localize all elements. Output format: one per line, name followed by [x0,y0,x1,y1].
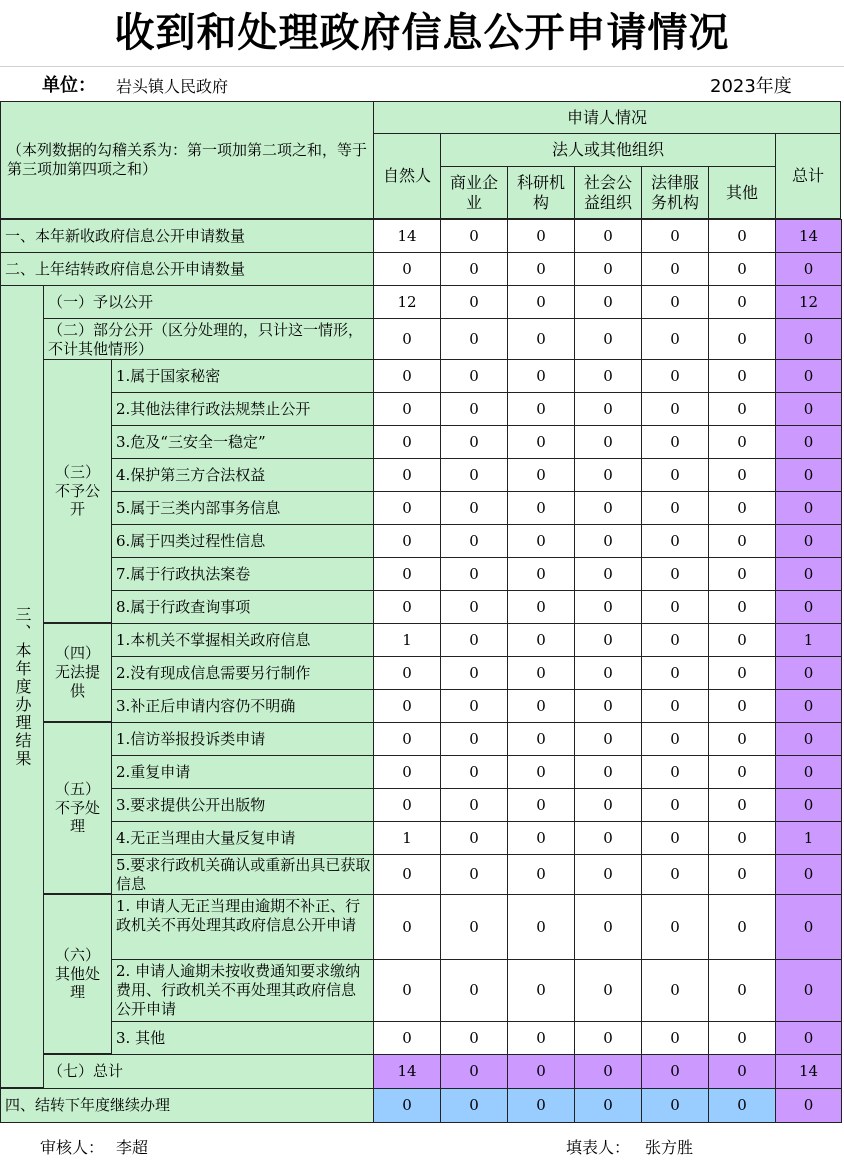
row-label-15: 3.补正后申请内容仍不明确 [111,689,375,723]
row-3-value-3: 0 [507,285,575,319]
row-5-value-3: 0 [507,359,575,393]
row-label-24: （七）总计 [43,1054,375,1089]
row-16-value-2: 0 [440,722,508,756]
row-2-value-2: 0 [440,252,508,286]
row-21-value-1: 0 [373,894,441,960]
header-legal-org: 法人或其他组织 [440,133,776,167]
row-label-23: 3. 其他 [111,1021,375,1055]
row-12-value-2: 0 [440,590,508,624]
row-14-value-2: 0 [440,656,508,690]
row-13-value-7: 1 [775,623,842,657]
row-18-value-4: 0 [574,788,642,822]
page-title: 收到和处理政府信息公开申请情况 [114,10,730,56]
row-5-value-5: 0 [641,359,709,393]
row-23-value-1: 0 [373,1021,441,1055]
row-8-value-7: 0 [775,458,842,492]
row-24-value-7: 14 [775,1054,842,1089]
row-label-11: 7.属于行政执法案卷 [111,557,375,591]
unit-value: 岩头镇人民政府 [116,77,229,96]
header-applicant: 申请人情况 [373,101,841,134]
row-18-value-1: 0 [373,788,441,822]
row-label-8: 4.保护第三方合法权益 [111,458,375,492]
row-1-value-4: 0 [574,219,642,253]
header-col-2: 科研机构 [507,166,575,219]
row-21-value-4: 0 [574,894,642,960]
row-4-value-3: 0 [507,318,575,360]
row-21-value-2: 0 [440,894,508,960]
row-19-value-7: 1 [775,821,842,855]
row-3-value-6: 0 [708,285,776,319]
row-label-5: 1.属于国家秘密 [111,359,375,393]
row-21-value-3: 0 [507,894,575,960]
row-7-value-1: 0 [373,425,441,459]
row-20-value-1: 0 [373,854,441,895]
row-10-value-4: 0 [574,524,642,558]
row-5-value-2: 0 [440,359,508,393]
row-2-value-3: 0 [507,252,575,286]
row-17-value-2: 0 [440,755,508,789]
row-8-value-5: 0 [641,458,709,492]
row-label-10: 6.属于四类过程性信息 [111,524,375,558]
row-6-value-7: 0 [775,392,842,426]
row-label-22: 2. 申请人逾期未按收费通知要求缴纳费用、行政机关不再处理其政府信息公开申请 [111,959,375,1022]
row-4-value-6: 0 [708,318,776,360]
row-6-value-3: 0 [507,392,575,426]
row-11-value-2: 0 [440,557,508,591]
row-13-value-2: 0 [440,623,508,657]
row-label-6: 2.其他法律行政法规禁止公开 [111,392,375,426]
row-12-value-5: 0 [641,590,709,624]
row-23-value-5: 0 [641,1021,709,1055]
row-24-value-6: 0 [708,1054,776,1089]
row-20-value-7: 0 [775,854,842,895]
row-24-value-4: 0 [574,1054,642,1089]
group-3-label: （三）不予公开 [43,359,112,623]
row-5-value-4: 0 [574,359,642,393]
row-10-value-3: 0 [507,524,575,558]
row-label-12: 8.属于行政查询事项 [111,590,375,624]
row-19-value-3: 0 [507,821,575,855]
row-11-value-5: 0 [641,557,709,591]
row-22-value-1: 0 [373,959,441,1022]
row-19-value-5: 0 [641,821,709,855]
row-6-value-1: 0 [373,392,441,426]
row-2-value-1: 0 [373,252,441,286]
row-22-value-6: 0 [708,959,776,1022]
row-1-value-7: 14 [775,219,842,253]
row-4-value-5: 0 [641,318,709,360]
row-3-value-2: 0 [440,285,508,319]
row-24-value-5: 0 [641,1054,709,1089]
row-label-19: 4.无正当理由大量反复申请 [111,821,375,855]
row-17-value-5: 0 [641,755,709,789]
row-19-value-2: 0 [440,821,508,855]
row-13-value-6: 0 [708,623,776,657]
row-10-value-1: 0 [373,524,441,558]
row-9-value-1: 0 [373,491,441,525]
row-12-value-3: 0 [507,590,575,624]
row-1-value-2: 0 [440,219,508,253]
section-3-label [0,285,44,1088]
row-label-16: 1.信访举报投诉类申请 [111,722,375,756]
row-5-value-6: 0 [708,359,776,393]
header-note: （本列数据的勾稽关系为：第一项加第二项之和，等于第三项加第四项之和） [0,101,374,219]
row-1-value-5: 0 [641,219,709,253]
row-22-value-4: 0 [574,959,642,1022]
row-10-value-5: 0 [641,524,709,558]
row-12-value-4: 0 [574,590,642,624]
row-16-value-7: 0 [775,722,842,756]
row-7-value-2: 0 [440,425,508,459]
row-16-value-6: 0 [708,722,776,756]
row-22-value-7: 0 [775,959,842,1022]
row-6-value-5: 0 [641,392,709,426]
row-3-value-1: 12 [373,285,441,319]
row-16-value-4: 0 [574,722,642,756]
row-13-value-1: 1 [373,623,441,657]
reviewer-label: 审核人： [40,1138,105,1157]
row-24-value-2: 0 [440,1054,508,1089]
row-19-value-4: 0 [574,821,642,855]
row-9-value-7: 0 [775,491,842,525]
row-25-value-2: 0 [440,1088,508,1123]
row-24-value-1: 14 [373,1054,441,1089]
header-col-3: 社会公益组织 [574,166,642,219]
group-4-label: （四）无法提供 [43,623,112,722]
row-12-value-6: 0 [708,590,776,624]
row-9-value-3: 0 [507,491,575,525]
row-15-value-5: 0 [641,689,709,723]
row-25-value-1: 0 [373,1088,441,1123]
reviewer-name: 李超 [116,1138,149,1157]
header-col-4: 法律服务机构 [641,166,709,219]
row-20-value-6: 0 [708,854,776,895]
row-11-value-6: 0 [708,557,776,591]
row-3-value-7: 12 [775,285,842,319]
row-5-value-7: 0 [775,359,842,393]
unit-label: 单位： [42,75,96,96]
row-14-value-3: 0 [507,656,575,690]
row-22-value-2: 0 [440,959,508,1022]
row-3-value-4: 0 [574,285,642,319]
row-25-value-3: 0 [507,1088,575,1123]
row-11-value-4: 0 [574,557,642,591]
row-23-value-3: 0 [507,1021,575,1055]
row-10-value-2: 0 [440,524,508,558]
row-label-7: 3.危及“三安全一稳定” [111,425,375,459]
row-24-value-3: 0 [507,1054,575,1089]
row-8-value-3: 0 [507,458,575,492]
row-1-value-3: 0 [507,219,575,253]
row-14-value-6: 0 [708,656,776,690]
row-23-value-7: 0 [775,1021,842,1055]
row-5-value-1: 0 [373,359,441,393]
row-17-value-1: 0 [373,755,441,789]
row-15-value-6: 0 [708,689,776,723]
row-20-value-5: 0 [641,854,709,895]
row-label-1: 一、本年新收政府信息公开申请数量 [0,219,375,253]
row-13-value-3: 0 [507,623,575,657]
row-25-value-4: 0 [574,1088,642,1123]
row-21-value-7: 0 [775,894,842,960]
row-17-value-3: 0 [507,755,575,789]
row-8-value-2: 0 [440,458,508,492]
row-18-value-6: 0 [708,788,776,822]
row-7-value-5: 0 [641,425,709,459]
row-label-17: 2.重复申请 [111,755,375,789]
row-label-18: 3.要求提供公开出版物 [111,788,375,822]
row-18-value-3: 0 [507,788,575,822]
row-13-value-4: 0 [574,623,642,657]
row-14-value-4: 0 [574,656,642,690]
row-15-value-7: 0 [775,689,842,723]
row-15-value-4: 0 [574,689,642,723]
row-15-value-1: 0 [373,689,441,723]
header-col-5: 其他 [708,166,776,219]
group-6-label: （六）其他处理 [43,894,112,1054]
row-18-value-5: 0 [641,788,709,822]
row-15-value-2: 0 [440,689,508,723]
row-4-value-7: 0 [775,318,842,360]
row-8-value-6: 0 [708,458,776,492]
header-col-1: 商业企业 [440,166,508,219]
row-label-9: 5.属于三类内部事务信息 [111,491,375,525]
row-14-value-7: 0 [775,656,842,690]
row-11-value-7: 0 [775,557,842,591]
row-8-value-1: 0 [373,458,441,492]
header-total: 总计 [775,133,841,219]
row-22-value-3: 0 [507,959,575,1022]
row-20-value-3: 0 [507,854,575,895]
row-16-value-5: 0 [641,722,709,756]
row-9-value-2: 0 [440,491,508,525]
row-11-value-1: 0 [373,557,441,591]
header-natural-person: 自然人 [373,133,441,219]
row-17-value-4: 0 [574,755,642,789]
row-17-value-6: 0 [708,755,776,789]
row-22-value-5: 0 [641,959,709,1022]
row-14-value-1: 0 [373,656,441,690]
row-10-value-7: 0 [775,524,842,558]
row-2-value-5: 0 [641,252,709,286]
row-25-value-5: 0 [641,1088,709,1123]
row-4-value-4: 0 [574,318,642,360]
filler-label: 填表人： [566,1138,631,1157]
row-7-value-6: 0 [708,425,776,459]
row-1-value-6: 0 [708,219,776,253]
row-label-25: 四、结转下年度继续办理 [0,1088,375,1123]
row-14-value-5: 0 [641,656,709,690]
row-3-value-5: 0 [641,285,709,319]
row-21-value-6: 0 [708,894,776,960]
row-1-value-1: 14 [373,219,441,253]
row-2-value-4: 0 [574,252,642,286]
row-16-value-1: 0 [373,722,441,756]
row-label-3: （一）予以公开 [43,285,375,319]
row-12-value-1: 0 [373,590,441,624]
row-4-value-2: 0 [440,318,508,360]
row-6-value-6: 0 [708,392,776,426]
row-10-value-6: 0 [708,524,776,558]
row-7-value-3: 0 [507,425,575,459]
row-25-value-6: 0 [708,1088,776,1123]
row-7-value-4: 0 [574,425,642,459]
row-11-value-3: 0 [507,557,575,591]
row-18-value-2: 0 [440,788,508,822]
row-20-value-4: 0 [574,854,642,895]
row-label-14: 2.没有现成信息需要另行制作 [111,656,375,690]
row-9-value-6: 0 [708,491,776,525]
group-5-label: （五）不予处理 [43,722,112,894]
row-8-value-4: 0 [574,458,642,492]
row-7-value-7: 0 [775,425,842,459]
row-19-value-1: 1 [373,821,441,855]
filler-name: 张方胜 [645,1138,694,1157]
row-16-value-3: 0 [507,722,575,756]
row-18-value-7: 0 [775,788,842,822]
row-6-value-2: 0 [440,392,508,426]
row-4-value-1: 0 [373,318,441,360]
row-label-20: 5.要求行政机关确认或重新出具已获取信息 [111,854,375,895]
row-23-value-4: 0 [574,1021,642,1055]
row-17-value-7: 0 [775,755,842,789]
row-15-value-3: 0 [507,689,575,723]
row-23-value-6: 0 [708,1021,776,1055]
row-23-value-2: 0 [440,1021,508,1055]
row-12-value-7: 0 [775,590,842,624]
row-9-value-4: 0 [574,491,642,525]
row-label-21: 1. 申请人无正当理由逾期不补正、行政机关不再处理其政府信息公开申请 [111,894,375,960]
row-19-value-6: 0 [708,821,776,855]
row-25-value-7: 0 [775,1088,842,1123]
section-3-text: 三、本年度办理结果 [13,605,32,768]
row-label-2: 二、上年结转政府信息公开申请数量 [0,252,375,286]
row-6-value-4: 0 [574,392,642,426]
row-2-value-7: 0 [775,252,842,286]
row-21-value-5: 0 [641,894,709,960]
report-year: 2023年度 [710,76,792,97]
row-20-value-2: 0 [440,854,508,895]
row-13-value-5: 0 [641,623,709,657]
row-2-value-6: 0 [708,252,776,286]
row-label-4: （二）部分公开（区分处理的，只计这一情形，不计其他情形） [43,318,375,360]
row-label-13: 1.本机关不掌握相关政府信息 [111,623,375,657]
row-9-value-5: 0 [641,491,709,525]
